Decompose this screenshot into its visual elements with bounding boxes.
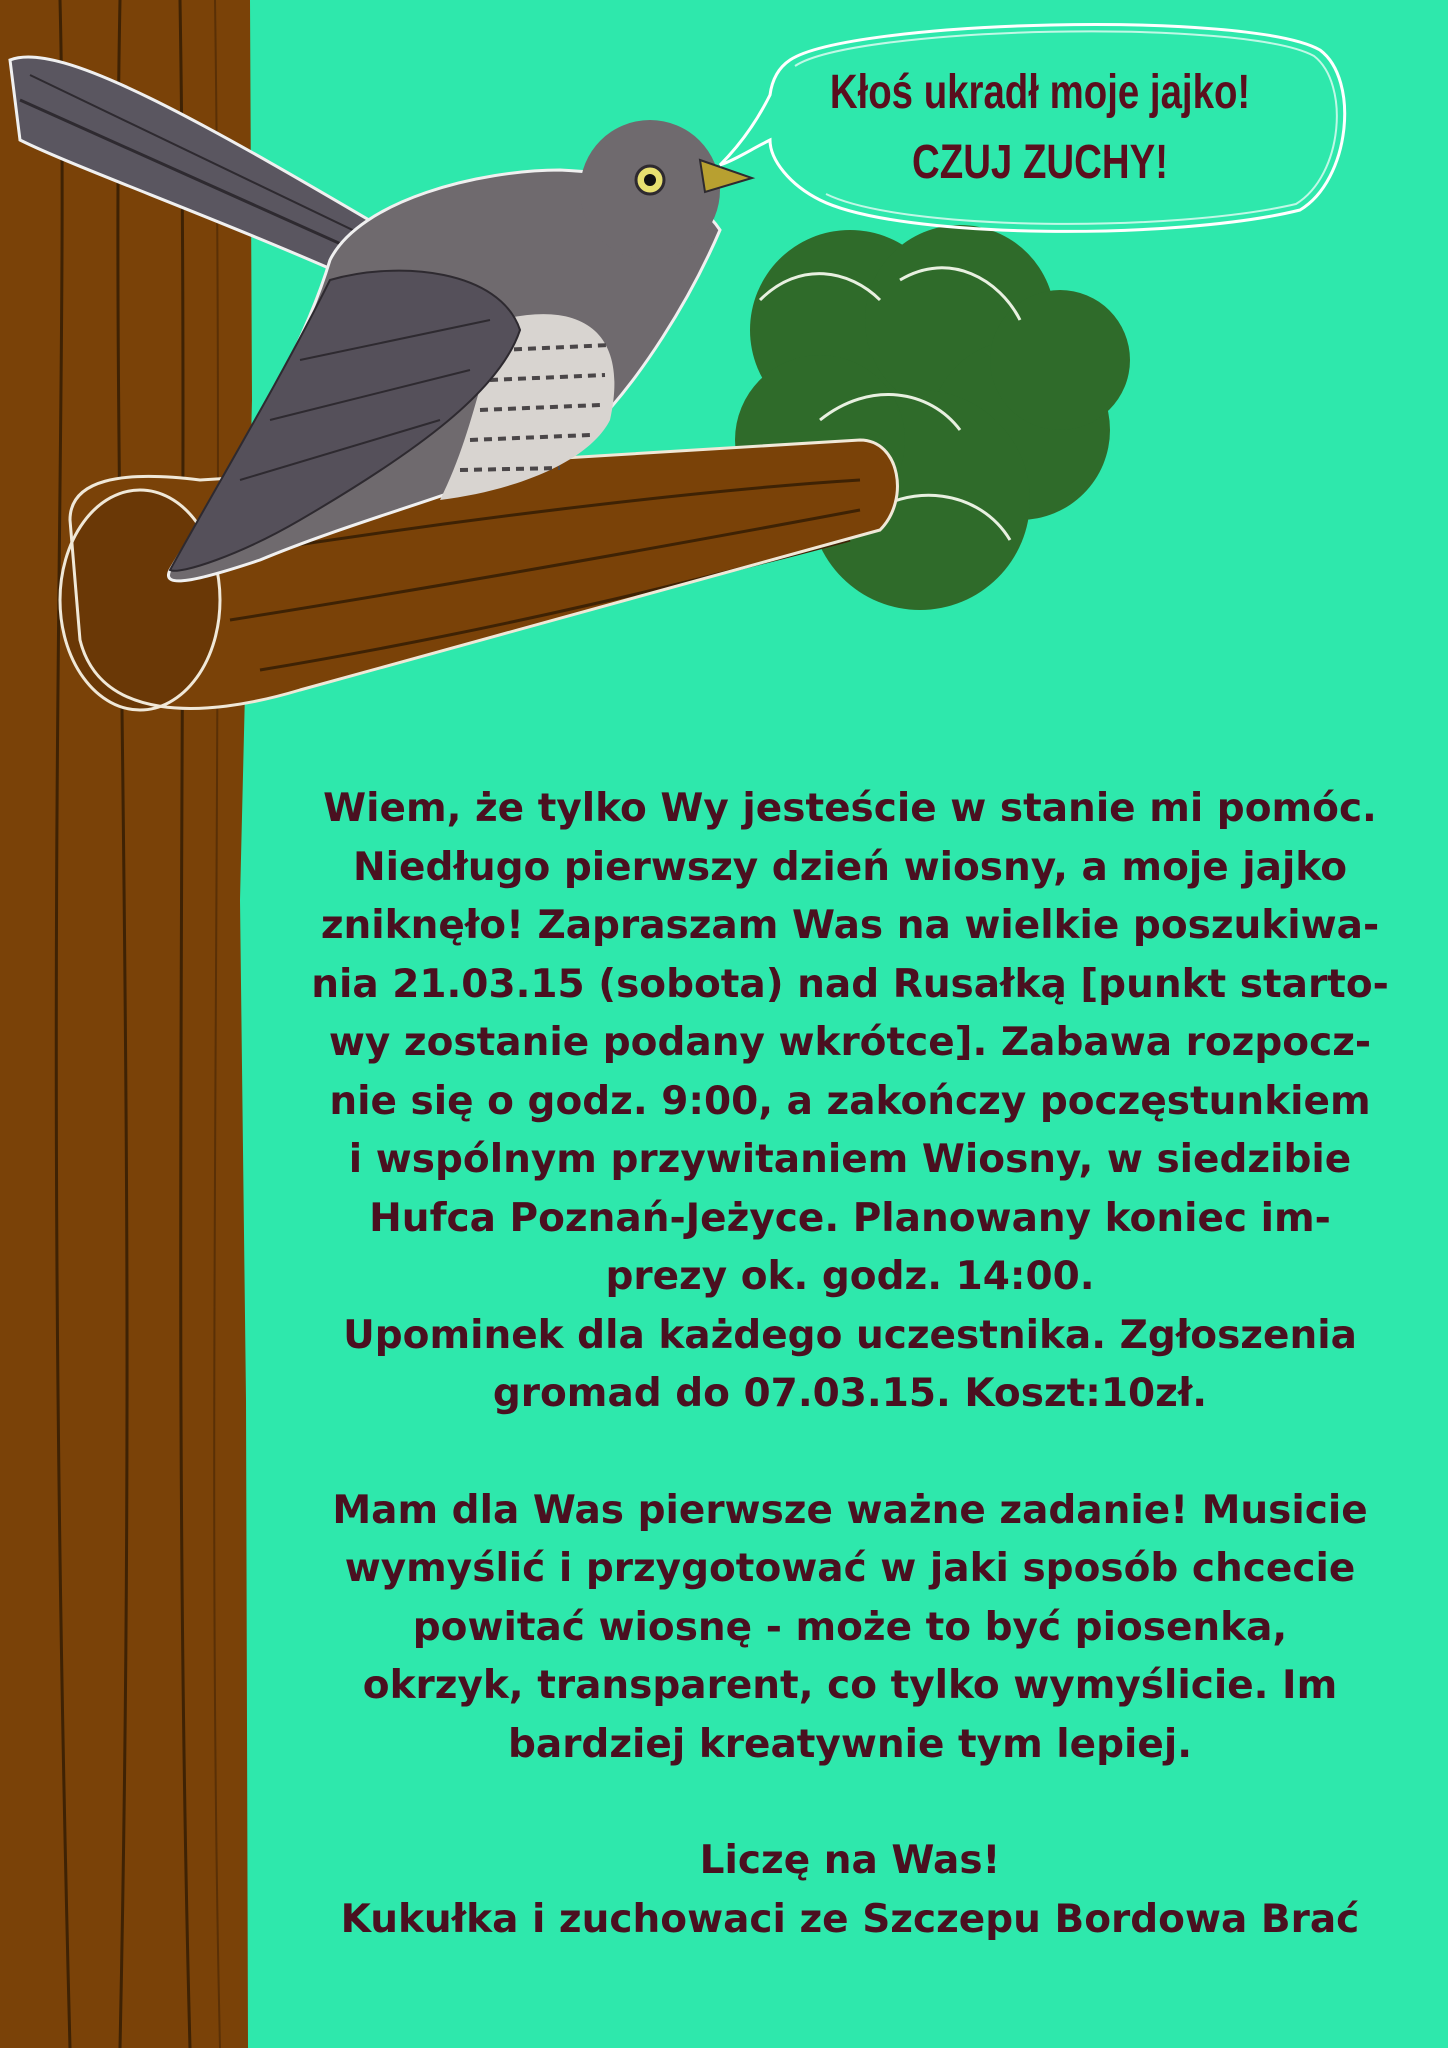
text-line: Hufca Poznań-Jeżyce. Planowany koniec im-	[369, 1195, 1331, 1241]
text-line: wy zostanie podany wkrótce]. Zabawa rozpocz-	[328, 1020, 1372, 1065]
text-line: prezy ok. godz. 14:00.	[605, 1254, 1095, 1299]
text-line: nia 21.03.15 (sobota) nad Rusałką [punkt starto-	[311, 961, 1389, 1007]
speech-bubble-text	[800, 58, 1280, 198]
text-line: Wiem, że tylko Wy jesteście w stanie mi pomóc.	[323, 786, 1377, 831]
paragraph-task	[280, 1482, 1420, 1775]
text-line: Niedługo pierwszy dzień wiosny, a moje jajko	[352, 844, 1347, 890]
closing-line: Liczę na Was!	[699, 1838, 1001, 1883]
paragraph-announcement	[280, 780, 1420, 1424]
text-line: wymyślić i przygotować w jaki sposób chcecie	[344, 1546, 1356, 1591]
text-line: okrzyk, transparent, co tylko wymyślicie. Im	[362, 1663, 1338, 1708]
signature: Kukułka i zuchowaci ze Szczepu Bordowa Brać	[340, 1896, 1360, 1942]
text-line: nie się o godz. 9:00, a zakończy poczęstunkiem	[329, 1078, 1371, 1124]
tree-trunk	[0, 0, 252, 2048]
text-line: bardziej kreatywnie tym lepiej.	[507, 1721, 1193, 1767]
letter-text	[280, 780, 1420, 1949]
speech-bubble-line: Kłoś ukradł moje jajko!	[829, 66, 1251, 119]
text-line: Mam dla Was pierwsze ważne zadanie! Musicie	[332, 1487, 1368, 1533]
speech-bubble-line: CZUJ ZUCHY!	[912, 136, 1168, 189]
text-line: zniknęło! Zapraszam Was na wielkie poszukiwa-	[320, 903, 1380, 948]
text-line: gromad do 07.03.15. Koszt:10zł.	[492, 1371, 1208, 1416]
text-line: Upominek dla każdego uczestnika. Zgłoszenia	[343, 1312, 1357, 1358]
text-line: i wspólnym przywitaniem Wiosny, w siedzibie	[348, 1137, 1352, 1182]
text-line: powitać wiosnę - może to być piosenka,	[412, 1604, 1288, 1650]
closing	[280, 1832, 1420, 1949]
